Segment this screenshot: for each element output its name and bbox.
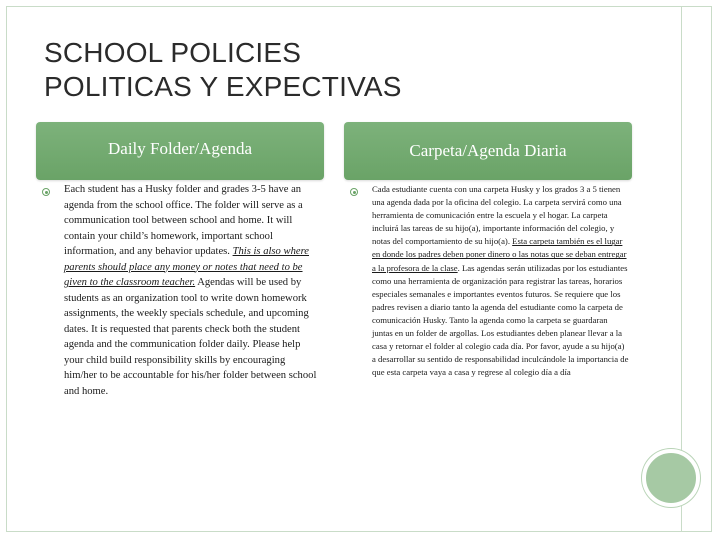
english-policy-text <box>64 182 320 399</box>
english-text-part2: Agendas will be used by students as an organization tool to write down homework assignments, the weekly specials schedule, and upcoming dates. It is requested that parents check both the student agenda and the communication folder daily. Please help your child build responsibility skills by encouraging him/her to be accountable for his/her folder between school and home. <box>64 277 317 397</box>
spanish-text-part2: . Las agendas serán utilizadas por los estudiantes como una herramienta de organización para registrar las tareas, horarios especiales semanales e importantes eventos futuros. Se requiere que los padres revisen a diario tanto la agenda del estudiante como la carpeta de comunicación Husky. Tanto la agenda como la carpeta se guardaran juntas en un folder de argollas. Los estudiantes deben planear llevar a la casa y retornar el folder al colegio cada día. Por favor, ayude a su hijo(a) a desarrollar su sentido de responsabilidad inculcándole la importancia de que esta carpeta vaya a casa y regrese al colegio día a día <box>372 262 629 378</box>
decorative-circle <box>642 449 700 507</box>
english-text-underlined: This is also where parents should place any money or notes that need to be given to the classroom teacher. <box>64 246 309 288</box>
title-line-english: SCHOOL POLICIES <box>44 37 302 68</box>
header-daily-folder-label: Daily Folder/Agenda <box>108 139 252 158</box>
title-line-spanish: POLITICAS Y EXPECTIVAS <box>44 71 402 102</box>
spanish-text-part1: Cada estudiante cuenta con una carpeta Husky y los grados 3 a 5 tienen una agenda dada por la oficina del colegio. La carpeta servirá como una herramienta de comunicación entre la escuela y el hogar. La carpeta incluirá las tareas de su hijo(a), importante información del colegio, y notas del comportamiento de su hijo(a). <box>372 184 622 247</box>
bullet-icon-left <box>42 188 50 196</box>
slide-title <box>44 36 402 104</box>
header-daily-folder <box>36 122 324 180</box>
english-text-part1: Each student has a Husky folder and grades 3-5 have an agenda from the school office. The folder will serve as a communication tool between school and home. It will contain your child’s homework, important school information, and any behavior updates. <box>64 184 303 257</box>
header-carpeta-agenda <box>344 122 632 180</box>
spanish-text-underlined: Esta carpeta también es el lugar en donde los padres deben poner dinero o las notas que se deban entregar a la profesora de la clase <box>372 236 627 273</box>
spanish-policy-text <box>372 183 630 379</box>
header-carpeta-agenda-label: Carpeta/Agenda Diaria <box>409 141 567 160</box>
bullet-icon-right <box>350 188 358 196</box>
